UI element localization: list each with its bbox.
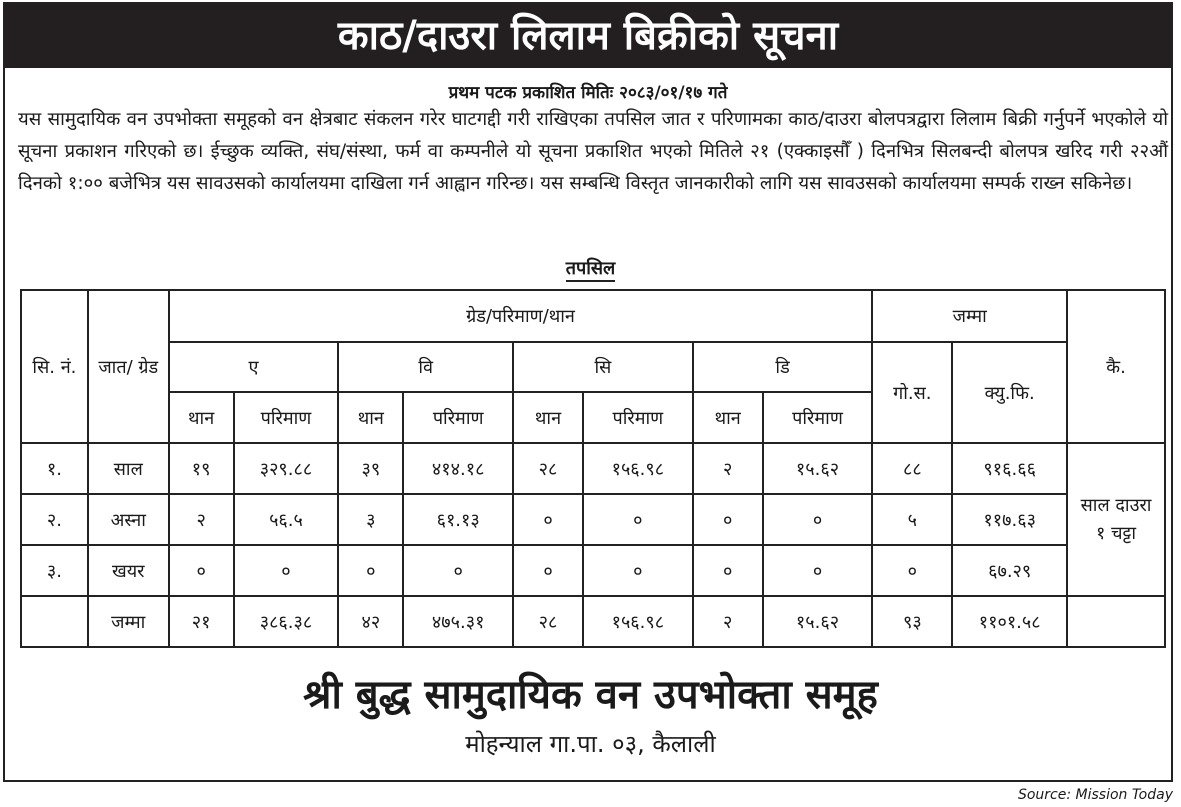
value-cell: १५.६२ <box>763 596 873 647</box>
value-cell: २ <box>169 494 234 545</box>
value-cell: ० <box>169 545 234 596</box>
published-date: प्रथम पटक प्रकाशित मितिः २०८३/०१/१७ गते <box>448 83 728 103</box>
species-cell: अस्ना <box>88 494 169 545</box>
value-cell: २८ <box>513 596 583 647</box>
remarks-text: साल दाउरा १ चट्टा <box>1080 494 1152 544</box>
count-subheader: थान <box>169 392 234 443</box>
table-row <box>21 443 1165 494</box>
value-cell: ० <box>763 494 873 545</box>
value-cell: ० <box>583 494 693 545</box>
species-cell: जम्मा <box>88 596 169 647</box>
remarks-empty-cell <box>1067 596 1165 647</box>
gos-cell: ० <box>872 545 952 596</box>
remarks-header: कै. <box>1067 290 1165 443</box>
cuft-header: क्यु.फि. <box>952 342 1067 443</box>
value-cell: ३ <box>338 494 403 545</box>
value-cell: १५६.९८ <box>583 443 693 494</box>
value-cell: ३२९.८८ <box>234 443 339 494</box>
value-cell: ० <box>513 494 583 545</box>
value-cell: ० <box>693 494 763 545</box>
gos-cell: ९३ <box>872 596 952 647</box>
grade-header: सि <box>513 342 693 392</box>
grade-header: वि <box>338 342 513 392</box>
value-cell: २ <box>693 443 763 494</box>
value-cell: ० <box>403 545 513 596</box>
species-cell: खयर <box>88 545 169 596</box>
value-cell: १५६.९८ <box>583 596 693 647</box>
species-cell: साल <box>88 443 169 494</box>
notice-title: काठ/दाउरा लिलाम बिक्रीको सूचना <box>5 4 1171 68</box>
value-cell: १५.६२ <box>763 443 873 494</box>
remarks-cell <box>1067 443 1165 596</box>
gos-header: गो.स. <box>872 342 952 443</box>
value-cell: ० <box>693 545 763 596</box>
value-cell: २१ <box>169 596 234 647</box>
schedule-heading <box>0 256 1181 280</box>
quantity-subheader: परिमाण <box>234 392 339 443</box>
cuft-cell: ११०१.५८ <box>952 596 1067 647</box>
cuft-cell: ९१६.६६ <box>952 443 1067 494</box>
schedule-heading-text: तपसिल <box>566 258 616 282</box>
value-cell: ० <box>583 545 693 596</box>
gos-cell: ५ <box>872 494 952 545</box>
count-subheader: थान <box>338 392 403 443</box>
organization-address: मोहन्याल गा.पा. ०३, कैलाली <box>465 730 716 758</box>
value-cell: ६१.१३ <box>403 494 513 545</box>
sn-cell: १. <box>21 443 88 494</box>
count-subheader: थान <box>693 392 763 443</box>
value-cell: ० <box>513 545 583 596</box>
source-credit: Source: Mission Today <box>1017 787 1173 803</box>
header-row-1 <box>21 290 1165 342</box>
value-cell: ३९ <box>338 443 403 494</box>
organization-name: श्री बुद्ध सामुदायिक वन उपभोक्ता समूह <box>303 672 878 718</box>
value-cell: ० <box>338 545 403 596</box>
value-cell: ४७५.३१ <box>403 596 513 647</box>
value-cell: १९ <box>169 443 234 494</box>
value-cell: ४२ <box>338 596 403 647</box>
quantity-subheader: परिमाण <box>583 392 693 443</box>
species-header: जात/ ग्रेड <box>88 290 169 443</box>
sn-cell: २. <box>21 494 88 545</box>
grade-header: डि <box>693 342 873 392</box>
cuft-cell: ६७.२९ <box>952 545 1067 596</box>
quantity-subheader: परिमाण <box>763 392 873 443</box>
grade-group-header: ग्रेड/परिमाण/थान <box>169 290 873 342</box>
value-cell: ० <box>234 545 339 596</box>
header-row-2 <box>21 342 1165 392</box>
value-cell: ४१४.१८ <box>403 443 513 494</box>
quantity-subheader: परिमाण <box>403 392 513 443</box>
timber-table <box>20 289 1166 648</box>
value-cell: २ <box>693 596 763 647</box>
count-subheader: थान <box>513 392 583 443</box>
value-cell: ५६.५ <box>234 494 339 545</box>
total-row <box>21 596 1165 647</box>
sn-cell <box>21 596 88 647</box>
sn-cell: ३. <box>21 545 88 596</box>
value-cell: २८ <box>513 443 583 494</box>
notice-body: यस सामुदायिक वन उपभोक्ता समूहको वन क्षेत्रबाट संकलन गरेर घाटगद्दी गरी राखिएका तपसिल जात र परिणामका काठ/दाउरा बोलपत्रद्वारा लिलाम बिक्री गर्नुपर्ने भएकोले यो सूचना प्रकाशन गरिएको छ। ईच्छुक व्यक्ति, संघ/संस्था, फर्म वा कम्पनीले यो सूचना प्रकाशित भएको मितिले २१ (एक्काइसौँ ) दिनभित्र सिलबन्दी बोलपत्र खरिद गरी २२औं दिनको १:०० बजेभित्र यस सावउसको कार्यालयमा दाखिला गर्न आह्वान गरिन्छ। यस सम्बन्धि विस्तृत जानकारीको लागि यस सावउसको कार्यालयमा सम्पर्क राख्न सकिनेछ। <box>18 109 1168 194</box>
value-cell: ३८६.३८ <box>234 596 339 647</box>
table-row <box>21 494 1165 545</box>
cuft-cell: ११७.६३ <box>952 494 1067 545</box>
sn-header: सि. नं. <box>21 290 88 443</box>
grade-header: ए <box>169 342 339 392</box>
total-group-header: जम्मा <box>872 290 1067 342</box>
gos-cell: ८८ <box>872 443 952 494</box>
value-cell: ० <box>763 545 873 596</box>
table-row <box>21 545 1165 596</box>
